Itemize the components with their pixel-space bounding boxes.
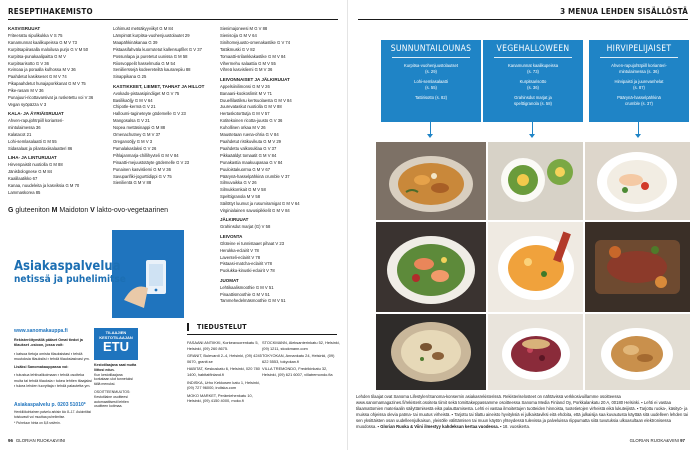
shop-entry: STOCKMANN, Aleksanterinkatu 52, Helsinki, (09) 1211, stockmann.com [262,340,340,351]
menu-title: SUNNUNTAILOUNAS [390,44,472,54]
index-entry: Basilikaöljy G M V 64 [113,97,153,103]
menu-item-line: Grahinsdut marjat ja [514,95,552,100]
menu-item-line: (s. 29) [425,69,437,74]
photo-moose-roast [585,222,690,312]
photo-pumpkin-tart [376,142,486,220]
index-entry: Kaalilaatikko 67 [8,176,38,182]
index-entry: Grahinsdut marjat (G) V 58 [220,224,271,230]
shop-entry: VILLA TREMONDO, Fredrikinkatu 32, Helsinki, (09) 621 6007, villatremondo.fia [262,366,333,377]
section-tag-right: 3 MENUA LEHDEN SISÄLLÖSTÄ [560,7,688,16]
index-entry: Pinaattismoothie G M V 51 [220,291,270,297]
ad-phone: Asiakaspalvelu p. 0203 51010* [14,402,86,408]
menu-panel-moose-party [589,40,689,122]
index-entry: Punajuuri-ricottavarsivat ja rusketettu voi V 36 [8,95,94,101]
menu-item-line: Kanamunnat kaalikupeissa [507,63,559,68]
menu-item-line: spelttigranola (s. 58) [514,101,552,106]
ad-paragraph: Lisäksi Sanomakauppassa voi: [14,365,69,370]
publisher-caption: Lehden tilaajat ovat Sanoma Lifestylen/Sanoma-konsernin asiakasrekisterissä. Rekisteriselosteet on nähtävissä verkkosivuillamme osoitteessa www.sanomamagazines.fi/rekisterit.osoiteta tiimit sekä tomittakeppassamme osoitteessa Sanoma Media Finland Oy, Porkkalankatu 20 A, 00180 Helsinki. ▪ Lehti ei vastaa tilaamattomien materiaalin säilyttämisestä eikä palauttamisesta. Lehti ei vastaa ilmoitettujen tuotteiden hinnoista, tuotetietojen virheistä eikä lukuteijistä. ▪ Tarjottu ruoka-, käsityö- ja muissa ohjeissa olevia patma- tai muutus virheistä. ▪ Tarjottu tai tilattu aineisto hyvityksiä ei julkaistaviksi eitä ehdoita, että julkaisija saa kuvautusta käyttää sitä uudelleen lehden tai sen yksittäisten osan uudelleenjulkaisun, yleisölle välittämisen tai muun käytön yhteydessä tulevissa ja palveluissa riippumatta siitä tuvutuksia ulkoasultaan elektronisessa muodossa. ▪ Glorian Ruoka & Viini ilmestyy kahdeksan kertaa vuodessa. ▪ 18. vuosikerta. [356,394,688,430]
menu-divider [392,57,470,58]
index-entry: Herukka-eclairit V 78 [220,247,259,253]
shop-entry: HABITAT, Keskuskatu 6, Helsinki, 020 780 1400, habitatfinland.fi [187,366,260,377]
ad-paragraph: ▪ tutustua lehtivalikoimaan ▪ tehdä osoiteka muita tai tehdä tilauksia ▪ tukea lehtien tilaajaksi ▪ tukea lehden tuoryttaja ▪ tehdä palautetta ym. [14,373,92,389]
index-entry: Pihlajanmarja-chillihyvteli G M V 84 [113,152,179,158]
index-entry: Kanamunnat kaalikupeissa G M V 73 [8,39,77,45]
photo-berries-granola [488,314,583,390]
ad-body-text [14,338,92,392]
photo-pear-crumble [585,314,690,390]
menu-items [483,63,583,107]
shop-entry: MOKO MARKET, Perämiehenkatu 10, Helsinki, (09) 4150 4000, moko.fi [187,392,253,404]
index-entry: Glüteine ei tunnistaaet pihaat V 23 [220,240,285,246]
index-entry: Kotitekoinen ricotta-juusto G V 36 [220,118,283,124]
index-entry: Puuloistakuorma G M V 67 [220,166,271,172]
photo-stuffed-cabbage [488,142,583,220]
menu-panel-vege-halloween [483,40,583,122]
menu-arrow-head-1 [427,134,433,138]
index-entry: Lohimust metsäkyyviikyt G M 84 [113,26,174,31]
photo-perch-dish [585,142,690,220]
index-entry: Mangosalsa G V 21 [113,118,150,124]
index-entry: Kurpitsa-punakaalipaitta G M V [8,53,66,59]
menu-divider [494,57,572,58]
menu-items [589,63,689,107]
index-entry: Sidasalaat ja pilantaxiisalaatteri 86 [8,145,73,151]
index-entry: Lohi-semlasalaatti G M 55 [8,139,57,144]
index-entry: Spelttigranola M V 58 [220,194,261,200]
header-rule-right [358,19,688,20]
index-entry: Duuellilastiksu kertsuolaesta G M V 84 [220,97,292,103]
index-entry: Vihermehu salaattia G M V 55 [220,60,276,66]
index-entry: Seniilierssejä kodeereteiltä kaurarepiiu 88 [113,67,191,73]
ad-url-link[interactable]: www.sanomakauppa.fi [14,328,68,334]
index-entry: Pikapaahdetut hunajaporkkanat G M V 75 [8,81,86,87]
index-entry: Lämpimät kurpitsa-vuohenjuustolautet 29 [113,32,190,38]
index-entry: Lammaskorea 85 [8,189,41,195]
index-entry: Sienimajoneesi M G V 88 [220,26,268,31]
shop-entry: TOKYOKAN, Annankatu 24, Helsinki, (09) 622 5553, tokyokan.fi [262,353,335,364]
customer-service-ad [8,230,184,435]
index-entry: Paahdetut ristikuvikuta G M V 29 [220,139,281,144]
index-entry: Omenachutney G M V 37 [113,132,161,138]
photo-mushroom-risotto [376,314,486,390]
menu-panel-sunday-lunch [381,40,481,122]
menu-item-line: Kurpitsa-vuohenjuustolautset [403,63,458,68]
index-entry: Tattikmuski G V 82 [220,46,255,52]
folio-right: GLORIAN RUOKA&VIINI 97 [629,438,685,443]
menu-item-line: Lohi-semlasalaatti [414,79,448,84]
index-entry: Riiosvoppelit hasselmutia G M 54 [113,60,176,66]
index-entry: Punainen kasvisliemi G M V 36 [113,166,171,172]
index-entry: Virginialainen savusipikkelit G M V 84 [220,208,290,214]
index-entry: Sienisoija G M V 64 [220,32,257,38]
menu-item-line: Tattirisotto (s. 82) [414,95,448,100]
index-entry: Chipotle-kermä G V 21 [113,104,156,110]
menu-item-line: Hirvipaisti ja juurevanhelat [614,79,664,84]
ad-title: Asiakaspalvelua netissä ja puhelimitse [14,259,126,285]
index-entry: Maapähkinäkanaa G 39 [113,39,158,45]
menu-title: VEGEHALLOWEEN [496,44,570,54]
index-entry: Appelsiinilimonsi G M V 26 [220,83,270,89]
index-entry: Halloumi-tagineteyte gödemelle G V 23 [113,111,186,117]
recipe-index-column-3 [220,26,340,305]
index-entry: Kanaa, nuudeleita ja kasviksia G M 70 [8,182,80,188]
shops-rule [187,334,337,335]
index-entry: Päärynä-hasselpähkinä crumble V 37 [220,173,290,179]
index-entry: Vegan syöpäzza V 3 [8,101,47,107]
index-entry: Sienilientä G M V 88 [113,180,152,186]
photo-salmon-salad [376,222,486,312]
recipe-index-column-1 [8,26,106,197]
index-entry: Kurpitsarisotto G V 36 [8,60,49,66]
index-entry: Pistaasifahväla kuorrutetut kallensupfilet G V 37 [113,46,202,52]
index-entry: mintulaimessa 36 [8,125,41,131]
menu-item-line: (s. 87) [633,85,645,90]
index-entry: Punakastia maakuupasaa G V 84 [220,159,283,165]
menu-arrow-head-2 [529,134,535,138]
index-heading: KASVISRUUAT [8,26,41,31]
index-entry: Oreganoöljy G M V 3 [113,139,153,144]
ad-benefit-column [94,328,138,428]
shop-entry: GRANIT, Bulevardi 2–4, Helsinki, (09) 4245 0670, granit.se [187,353,262,364]
menu-item-line: (s. 73) [527,69,539,74]
index-entry: Banaani-kookoslimit M V 71 [220,90,272,96]
index-entry: Paahdettu valkosuklaa G V 37 [220,145,277,151]
index-entry: Sinappikana G 25 [113,74,147,80]
index-entry: Tammehedelmäsmoothie G M V 51 [220,298,286,304]
index-entry: Pistaasi-matcha-eclairit V78 [220,261,272,267]
index-entry: Nopea mettäsinappi G M 88 [113,125,166,131]
index-entry: Silmukkomkait G M V 58 [220,187,266,193]
ad-paragraph: ▪ katsoa tietoja omista tilauksistasi ▪ tehdä muutoksia tilauksiisi ▪ tehdä tilauksiasivasi ym. [14,351,90,361]
index-entry: Lehtikaalismoothie G M V 51 [220,284,274,290]
menu-item-line: (s. 55) [425,85,437,90]
header-rule-left [8,19,338,20]
index-entry: Avokado-pistaasipindiiget M G V 75 [113,90,180,96]
index-entry: Säilöttyt luumut ja rusumiramigat G M V 64 [220,201,300,207]
index-entry: Maustetaan ruena-ohria G V 84 [220,132,279,138]
index-heading: JUOMAT [220,277,239,283]
index-entry: Vihreä kasvisliemi G M V 36 [220,67,273,73]
ad-paragraph: Rekisteröitymällä pääset Omat tiedot ja tilaukset -osioon, jossa voit: [14,338,83,348]
menu-item-line: Ahven-rapujohtrpiill korianteri- [611,63,667,68]
diet-legend: G gluteeniton M Maidoton V lakto-ovo-vegetaarinen [8,207,169,214]
menu-item-line: Kurpitsarisotto [519,79,547,84]
index-entry: Hertaskotorttutja G M V 57 [220,111,270,117]
index-entry: Silmuvaikka G V 26 [220,180,257,186]
index-entry: Kalatacot 21 [8,132,32,138]
index-entry: Pikkaääldyt tomaatit G M V 84 [220,152,277,158]
index-heading: LEIVONTA [220,233,243,239]
ad-small-print: Henkilökohtainen palvelu arkisin klo 8–17. Asiointiäsi toistuvasti voi muuttaa puhelimitse. * Puheluun hinta on 8,8 snt/min. [14,410,91,426]
index-entry: Kurpitsapiirasalla maloilusa purjo G V M 50 [8,46,89,52]
index-entry: Pamalakaslaksi G V 26 [113,145,157,151]
index-entry: Ahven-rapujohtrpiill korianteri- [8,118,64,124]
index-heading: LEIVONNAISET JA JÄLKIRUUAT [220,76,290,82]
index-entry: Friteerattu sipulikukka V S 75 [8,32,63,38]
index-entry: Kvinoaa ja poraalla kulhossa M V 36 [8,67,76,73]
section-tag-left: RESEPTIHAKEMISTO [8,7,93,16]
index-entry: Kuhollinen orkaa M V 26 [220,125,266,131]
menu-title: HIRVIPELIJAISET [606,44,672,54]
ad-benefit-text: Kestotilaajana saat mutta liittosi edun. Kun kestotilaajana korkataan ulot tunnetuksi tällä menuksi. OSOITTEENMUUTOS: Kestotilaine osoitteesi automaattisesti lehtien osoitteen kotimaa. [94,363,137,409]
index-entry: Sinihomejuusto-omenakastike G V 74 [220,39,291,45]
menu-item-line: Päärynä-hasselpähkinä [617,95,661,100]
recipe-index-column-2 [113,26,211,187]
menu-item-line: (s. 36) [527,85,539,90]
index-heading: JÄLKIRUUAT [220,217,249,223]
index-entry: Pike-rasam M V 36 [8,88,44,94]
shops-column-1 [187,340,265,406]
folio-left: 96 GLORIAN RUOKA&VIINI [8,438,66,443]
subscriber-badge: TILAAJIEN KESTOTILAAJAN ETU [94,328,138,360]
shop-entry: INDISKA, Urho Kekkosen katu 1, Helsinki, (09) 727 96000, indiska.com [187,379,260,391]
index-heading: KALA- JA ÄYRIÄISRUUAT [8,111,64,117]
index-entry: Savuparifiki-jogurttidippi G V 75 [113,173,172,179]
shops-heading: TIEDUSTELUT [187,323,247,331]
menu-item-line: mintulaimessa (s. 36) [619,69,659,74]
shops-column-2 [262,340,340,380]
index-entry: Pinaatti-mejuustotäyte gödemelle G V 23 [113,159,190,165]
menu-item-line: crumble (s. 37) [625,101,653,106]
shop-entry: FASAANI ANTIIKKI, Korkeavuorenkatu 5, Helsinki, (09) 260 8675. [187,340,259,351]
index-entry: Possunlapa ja puretetut uunissa G M 58 [113,53,188,59]
index-entry: Tomaatti-srilankkakastike G M V 84 [220,53,286,59]
menu-items [381,63,481,101]
index-entry: Hirvenpaistit nuotiolla G M 88 [8,162,63,168]
index-entry: Jänisbolognese G M 84 [8,169,52,175]
index-heading: LIHA- JA LINTURUUAT [8,155,57,161]
index-entry: Puolukka-kinuski-eclairit V 78 [220,268,275,274]
index-entry: Laventeli-eclairit V 78 [220,254,261,260]
index-heading: KASTIKKEET, LIEMET, TAHNAT JA HILLOT [113,83,205,89]
photo-pumpkin-risotto [488,222,583,312]
menu-arrow-head-3 [635,134,641,138]
index-entry: Juurevataskut nuotiolla G M V 88 [220,104,282,110]
menu-divider [600,57,678,58]
index-entry: Paahdetut kasikseset G M V 74 [8,74,67,80]
